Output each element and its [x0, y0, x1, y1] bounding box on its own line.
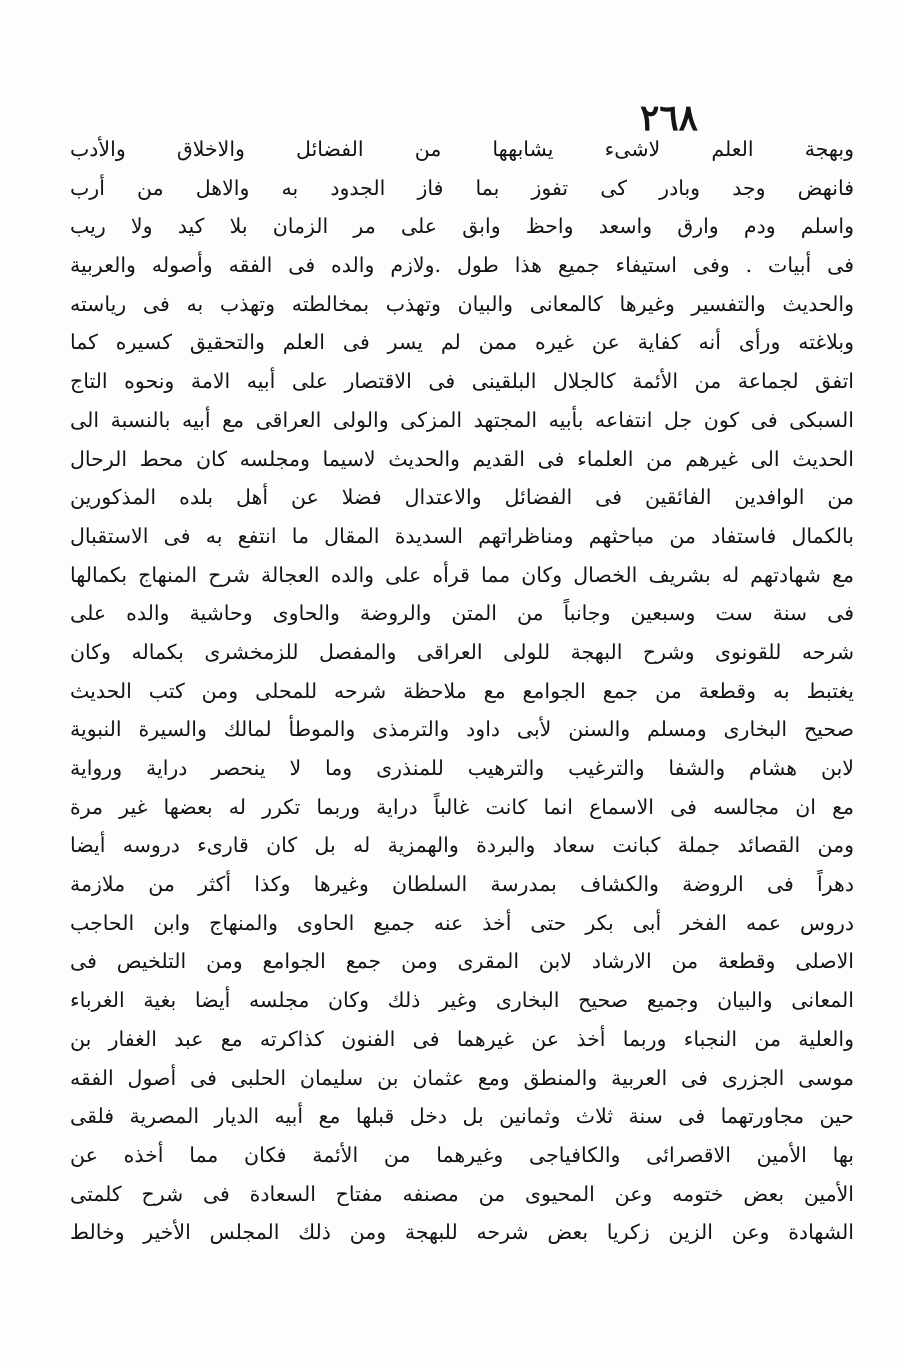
text-line: الأمين بعض ختومه وعن المحيوى من مصنفه مفتاح السعادة فى شرح كلمتى — [70, 1181, 854, 1206]
text-line: يغتبط به وقطعة من جمع الجوامع مع ملاحظة شرحه للمحلى ومن كتب الحديث — [70, 678, 854, 703]
body-text — [70, 130, 854, 1252]
text-line: اتفق لجماعة من الأئمة كالجلال البلقينى فى الاقتصار على أبيه الامة ونحوه التاج — [70, 369, 854, 394]
text-line: الاصلى وقطعة من الارشاد لابن المقرى ومن جمع الجوامع ومن التلخيص فى — [70, 949, 854, 974]
text-line: موسى الجزرى فى العربية والمنطق ومع عثمان بن سليمان الحلبى فى أصول الفقه — [70, 1065, 854, 1090]
text-line: دروس عمه الفخر أبى بكر حتى أخذ عنه جميع الحاوى والمنهاج وابن الحاجب — [70, 910, 854, 935]
text-line: مع ان مجالسه فى الاسماع انما كانت غالباً دراية وربما تكرر له بعضها غير مرة — [70, 794, 854, 819]
text-line: فى أبيات . وفى استيفاء جميع هذا طول .ولازم والده فى الفقه وأصوله والعربية — [70, 253, 854, 278]
text-line: والحديث والتفسير وغيرها كالمعانى والبيان وتهذب بمخالطته وتهذب به فى رياسته — [70, 291, 854, 316]
text-line: صحيح البخارى ومسلم والسنن لأبى داود والترمذى والموطأ لمالك والسيرة النبوية — [70, 717, 854, 742]
text-line: فى سنة ست وسبعين وجانباً من المتن والروضة والحاوى وحاشية والده على — [70, 601, 854, 626]
page-number: ٢٦٨ — [640, 97, 699, 139]
text-line: من الوافدين الفائقين فى الفضائل والاعتدال فضلا عن أهل بلده المذكورين — [70, 485, 854, 510]
text-line: الشهادة وعن الزين زكريا بعض شرحه للبهجة ومن ذلك المجلس الأخير وخالط — [70, 1220, 854, 1245]
text-line: الحديث الى غيرهم من العلماء فى القديم والحديث لاسيما ومجلسه كان محط الرحال — [70, 446, 854, 471]
text-line: شرحه للقونوى وشرح البهجة للولى العراقى والمفصل للزمخشرى بكماله وكان — [70, 639, 854, 664]
text-line: السبكى فى كون جل انتفاعه بأبيه المجتهد المزكى والولى العراقى مع أبيه بالنسبة الى — [70, 407, 854, 432]
text-line: وبهجة العلم لاشىء يشابهها من الفضائل والاخلاق والأدب — [70, 137, 854, 161]
text-line: دهراً فى الروضة والكشاف بمدرسة السلطان وغيرها وكذا أكثر من ملازمة — [70, 872, 854, 897]
text-line: المعانى والبيان وجميع صحيح البخارى وغير ذلك وكان مجلسه أيضا بغية الغرباء — [70, 988, 854, 1013]
text-line: بها الأمين الاقصرائى والكافياجى وغيرهما من الأئمة فكان مما أخذه عن — [70, 1142, 854, 1167]
text-line: حين مجاورتهما فى سنة ثلاث وثمانين بل دخل قبلها مع أبيه الديار المصرية فلقى — [70, 1104, 854, 1129]
text-line: والعلية من النجباء وربما أخذ عن غيرهما فى الفنون كذاكرته مع عبد الغفار بن — [70, 1026, 854, 1051]
text-line: ومن القصائد جملة كبانت سعاد والبردة والهمزية له بل كان قارىء دروسه أيضا — [70, 833, 854, 858]
text-line: مع شهادتهم له بشريف الخصال وكان مما قرأه على والده العجالة شرح المنهاج بكمالها — [70, 562, 854, 587]
text-line: فانهض وجد وبادر كى تفوز بما فاز الجدود به والاهل من أرب — [70, 175, 854, 200]
text-line: وبلاغته ورأى أنه كفاية عن غيره ممن لم يسر فى العلم والتحقيق كسيره كما — [70, 330, 854, 355]
text-line: بالكمال فاستفاد من مباحثهم ومناظراتهم السديدة المقال ما انتفع به فى الاستقبال — [70, 523, 854, 548]
text-line: لابن هشام والشفا والترغيب والترهيب للمنذرى وما لا ينحصر دراية ورواية — [70, 756, 854, 780]
text-line: واسلم ودم وارق واسعد واحظ وابق على مر الزمان بلا كيد ولا ريب — [70, 214, 854, 239]
